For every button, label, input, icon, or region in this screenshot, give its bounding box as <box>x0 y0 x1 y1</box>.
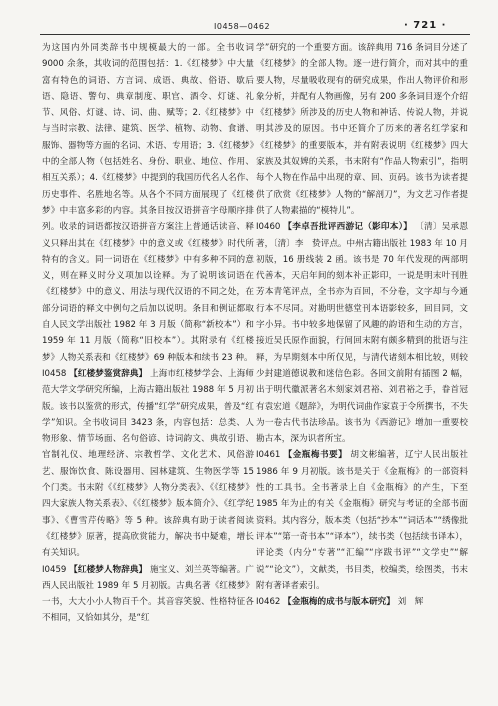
entry-I0460 <box>256 219 468 447</box>
left-column <box>42 40 254 692</box>
entry-I0458 <box>42 366 254 562</box>
entry-body: 刘 辉 <box>397 597 424 608</box>
entry-I0461 <box>256 447 468 594</box>
paragraph: 为这国内外同类辞书中规模最大的一部。全书收词 9000 余条，其收词的范围包括：1.《红楼梦》中大量富有特色的词语、方言词、成语、典故、俗语、歇后语、隐语、警句、典章制度、职官、酒令、灯谜、礼节、风俗、灯谜、诗、词、曲、赋等；2.《红楼梦》中与当时宗教、法律、建筑、医学、植物、动物、食谱、服饰、器物等方面的名词、术语、专用语；3.《红楼梦》中的全部人物（包括姓名、身份、职业、地位、作用、相互关系）；4.《红楼梦》中提到的我国历代名人名作、历史事件、名胜地名等。从各个不同方面展现了《红楼梦》中丰富多彩的内容。其条目按汉语拼音字母顺序排列。收录的词语都按汉语拼音方案注上普通话读音、释义只释出其在《红楼梦》中的意义或《红楼梦》时代所特有的含义。同一词语在《红楼梦》中有多种不同的意义，则在释义时分义项加以诠释。为了说明该词语在《红楼梦》中的意义、用法与现代汉语的不同之处，在部分词语的释文中例句之后加以说明。条目和例证都取自人民文学出版社 1982 年 3 月版（简称“新校本”）和 1959 年 11 月版（简称“旧校本”）。其附录有《红楼梦》人物关系表和《红楼梦》69 种版本和续书 23 种。 <box>42 43 254 363</box>
entry-title: 【李卓吾批评西游记（影印本）】 <box>283 222 413 233</box>
entry-id: I0460 <box>256 222 281 233</box>
entry-title: 【红楼梦鉴赏辞典】 <box>69 368 148 379</box>
entry-id: I0461 <box>256 450 281 461</box>
entry-I0462 <box>256 594 468 610</box>
entry-body: 胡文彬编著，辽宁人民出版社 1986 年 9 月初版。该书是关于《金瓶梅》的一部资料性的工具书。全书著录上自《金瓶梅》的产生，下至 1985 年为止的有关《金瓶梅》研究与考证的全部书面资料。其内容分，版本类（包括“抄本”“词话本”“绣像批评本”“第一奇书本”“译本”），续书类（包括续书译本），评论类（内分“专著”“汇编”“序跋书评”“文学史”“解说”“论文”），文献类，书目类，校编类，绘图类，书末附有著译者索引。 <box>256 450 468 591</box>
entry-body: 〔清〕吴承恩著，〔清〕李 贽评点。中州古籍出版社 1983 年 10 月初版，16 册线装 2 函。该书是 70 年代发现的两部明代善本，天启年间的刻本补正影印，一说是明末叶刊胜芳本青笔评点，全书亦为百回，不分卷，文字却与今通行本不尽同。对勘明世德堂刊本语影较多，回目同，文字小异。书中较多地保留了风趣的韵语和生动的方言，接近吴氏原作面貌，行间回末附有颇多精到的批语与注释，为早期刻本中所仅见，与清代诸刻本相比较，则较少封建道德说教和迷信色彩。各回文前附有插图 2 幅，出于明代徽派著名木刻家刘君裕、刘君裕之手，眷首冠有袁宏道《题辞》，为明代词曲作家袁于令所撰书，不失为一卷古代书法珍品。该书为《西游记》增加一重要校勘古本，深为识者所宝。 <box>256 222 468 445</box>
entry-id: I0462 <box>256 597 281 608</box>
page-number: · 721 · <box>404 20 447 31</box>
entry-body: 施宝义、刘兰英等编著。广西人民出版社 1989 年 5 月初版。古典名著《红楼梦》一书，大大小小人物百千个。其音容笑貌、性格特征各不相同，又恰如其分，是“红 <box>42 564 254 624</box>
entry-title: 【金瓶梅的成书与版本研究】 <box>283 597 395 608</box>
paragraph: 学”研究的一个重要方面。该辞典用 716 条词目分述了《红楼梦》的全部人物。逐一进行简介，而对其中的重要人物，尽量吸收现有的研究成果，作出人物评价和形象分析，并配有人物画像，另有 200 多条词目逐个介绍《红楼梦》所涉及的历史人物和神话、传说人物，并说明其涉及的原因。书中还简介了历来的著名红学家和《红楼梦》的重要版本，并有附表说明《红楼梦》四大家族及其奴婢的关系，书末附有“作品人物索引”，指明每个人物在作品中出现的章、回、页码。该书为读者提供了欣赏《红楼梦》人物的“解剖刀”，为文艺习作者提供了人物素描的“模特儿”。 <box>256 43 468 216</box>
entry-title: 【金瓶梅书要】 <box>283 450 348 461</box>
right-column <box>256 40 468 692</box>
entry-id: I0459 <box>42 564 67 575</box>
entry-I0459 <box>42 562 254 627</box>
entry-body: 上海市红楼梦学会、上海师范大学文学研究所编，上海古籍出版社 1988 年 5 月初版。该书以鉴赏的形式，传播“红学”研究成果，普及“红学”知识。全书收词目 3423 条，内容包括：总类、人物形象、情节场面、名句俗谚、诗词韵文、典故引语、官制礼仪、地理经济、宗教哲学、文化艺术、风俗游艺、服饰饮食、陈设器用、园林建筑、生物医学等 15 个门类。书末附《《红楼梦》人物分类表》、《《红楼梦》四大家族人物关系表》、《《红楼梦》版本简介》、《红学纪事》、《曹雪芹传略》等 5 种。该辞典有助于读者阅读《红楼梦》原著，提高欣赏能力，解决书中疑难，增长有关知识。 <box>42 368 254 559</box>
header-rule <box>40 34 470 35</box>
entry-range: I0458—0462 <box>214 22 271 31</box>
entry-title: 【红楼梦人物辞典】 <box>69 564 148 575</box>
entry-id: I0458 <box>42 368 67 379</box>
